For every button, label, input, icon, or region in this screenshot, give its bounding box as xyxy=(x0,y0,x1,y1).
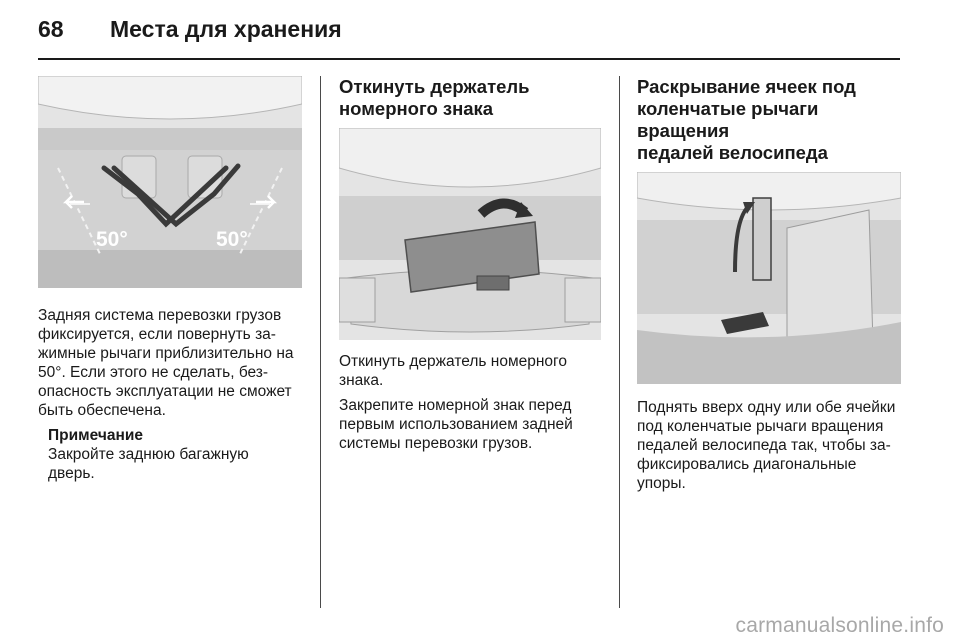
column-divider-1 xyxy=(320,76,321,608)
rear-carrier-levers-illustration-icon xyxy=(38,76,302,288)
license-plate-heading: Откинуть держатель номерного знака xyxy=(339,76,530,119)
fix-plate-paragraph: Закрепите номерной знак перед первым использованием задней системы перевозки грузов. xyxy=(339,397,573,452)
angle-label-left: 50° xyxy=(96,228,128,251)
license-plate-holder-illustration-icon xyxy=(339,128,601,340)
note-block xyxy=(48,426,302,483)
fold-holder-paragraph: Откинуть держатель номерного знака. xyxy=(339,353,567,389)
crank-holder-heading: Раскрывание ячеек под коленчатые рычаги вращения педалей велосипеда xyxy=(637,76,856,163)
carrier-lock-paragraph: Задняя система перевозки грузов фиксируется, если повернуть за- жимные рычаги приблизительно на 50°. Если этого не сделать, без- опасность эксплуатации не сможет быть обеспечена. xyxy=(38,307,294,419)
bicycle-crank-holder-illustration-icon xyxy=(637,172,901,384)
column-divider-2 xyxy=(619,76,620,608)
page-header xyxy=(38,16,342,50)
column-1 xyxy=(38,76,302,483)
column-2 xyxy=(339,76,605,459)
page-number: 68 xyxy=(38,16,64,42)
crank-holder-paragraph: Поднять вверх одну или обе ячейки под коленчатые рычаги вращения педалей велосипеда так, чтобы за- фиксировались диагональные упоры. xyxy=(637,399,896,492)
angle-label-right: 50° xyxy=(216,228,248,251)
note-title: Примечание xyxy=(48,427,143,444)
column-3 xyxy=(637,76,901,499)
watermark: carmanualsonline.info xyxy=(735,614,944,637)
header-rule xyxy=(38,58,900,60)
page-title: Места для хранения xyxy=(110,16,342,42)
note-text: Закройте заднюю багажную дверь. xyxy=(48,446,249,482)
